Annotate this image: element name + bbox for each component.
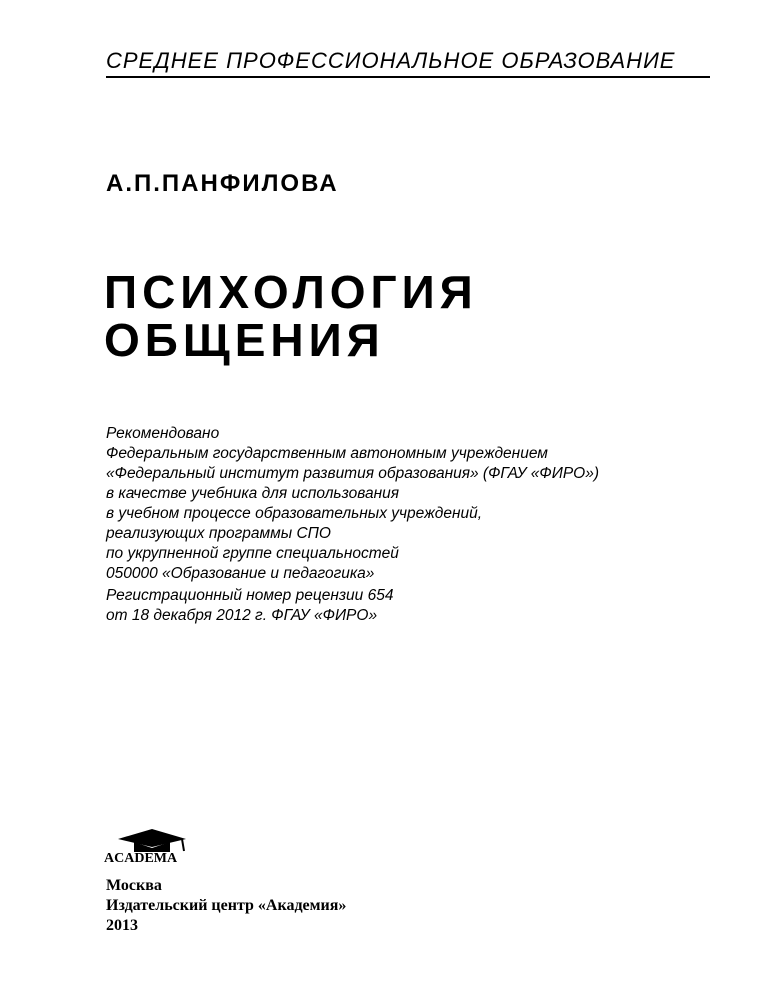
recommendation-line: Федеральным государственным автономным учреждением	[106, 445, 548, 462]
registration-line: Регистрационный номер рецензии 654	[106, 587, 394, 604]
recommendation-line: в качестве учебника для использования	[106, 485, 400, 502]
recommendation-line: по укрупненной группе специальностей	[106, 545, 399, 562]
recommendation-line: 050000 «Образование и педагогика»	[106, 565, 375, 582]
imprint-block	[106, 876, 346, 936]
recommendation-line: в учебном процессе образовательных учреждений,	[106, 505, 483, 522]
publisher-logo-text: ACADEMA	[104, 851, 178, 866]
book-title-line: ОБЩЕНИЯ	[104, 314, 385, 366]
author-name: А.П.ПАНФИЛОВА	[106, 170, 339, 197]
imprint-year: 2013	[106, 917, 138, 934]
publisher-logo	[104, 825, 204, 871]
recommendation-line: «Федеральный институт развития образования» (ФГАУ «ФИРО»)	[106, 465, 600, 482]
imprint-publisher: Издательский центр «Академия»	[106, 897, 347, 914]
recommendation-block	[106, 424, 646, 584]
series-header: СРЕДНЕЕ ПРОФЕССИОНАЛЬНОЕ ОБРАЗОВАНИЕ	[106, 48, 710, 78]
registration-line: от 18 декабря 2012 г. ФГАУ «ФИРО»	[106, 607, 378, 624]
recommendation-line: реализующих программы СПО	[106, 525, 331, 542]
book-title-line: ПСИХОЛОГИЯ	[104, 266, 478, 318]
book-title	[104, 268, 478, 364]
registration-block	[106, 586, 393, 626]
imprint-city: Москва	[106, 877, 162, 894]
recommendation-line: Рекомендовано	[106, 425, 220, 442]
